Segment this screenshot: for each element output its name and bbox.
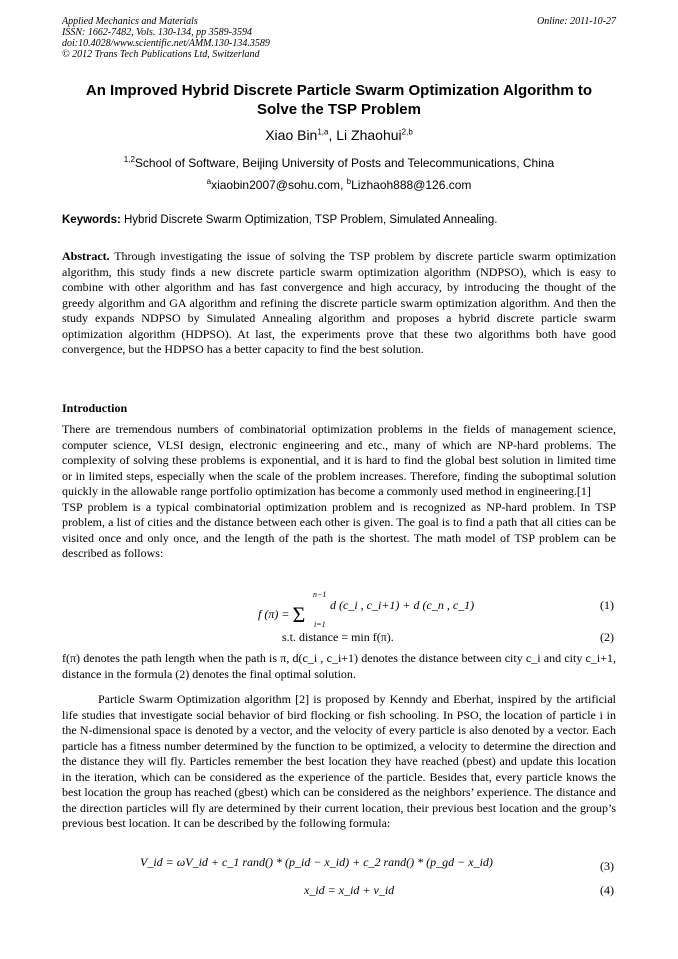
journal-name: Applied Mechanics and Materials — [62, 16, 198, 27]
abstract-text: Through investigating the issue of solving the TSP problem by discrete particle swarm optimization algorithm, this study finds a new discrete particle swarm optimization algorithm (NDPSO), which is easy to combine with other algorithm and has fast convergence and high accuracy, by introducing the thought of the greedy algorithm and GA algorithm and refining the discrete particle swarm optimization algorithm. And then the study expands NDPSO by Simulated Annealing algorithm and proposes a hybrid discrete particle swarm optimization algorithm (HDPSO). At last, the experiments prove that these two algorithms both have good convergence, but the HDPSO has a better capacity to find the best solution. — [62, 249, 616, 356]
eq-explain-text: f(π) denotes the path length when the path is π, d(c_i , c_i+1) denotes the distance between city c_i and city c_i+1, distance in the formula (2) denotes the final optimal solution. — [62, 651, 616, 681]
section-heading-introduction: Introduction — [62, 401, 128, 415]
eq2-text: s.t. distance = min f(π). — [282, 630, 394, 644]
equation-explanation — [62, 651, 616, 682]
keywords — [62, 214, 616, 226]
eq1-upper-limit: n−1 — [313, 590, 327, 599]
equation-1 — [0, 590, 678, 629]
intro-paragraph-2: TSP problem is a typical combinatorial optimization problem and is recognized as NP-hard problem. In TSP problem, a list of cities and the distance between each other is given. The goal is to find a path that all cities can be visited once and only once, and the length of the path is the shortest. The math model of TSP problem can be described as follows: — [62, 499, 616, 560]
intro-paragraph-1: There are tremendous numbers of combinatorial optimization problems in the fields of management science, computer science, VLSI design, electronic engineering and etc., many of which are NP-hard problems. The complexity of solving these problems is exponential, and it is hard to find the global best solution in limited time or in limited steps, especially when the scale of the problem increases. Therefore, finding the suboptimal solution quickly in the allowable range portfolio optimization has become a commonly used method in engineering.[1] — [62, 422, 616, 498]
abstract — [62, 249, 616, 358]
eq1-lhs: f (π) = — [258, 607, 293, 621]
author-sep: , — [328, 127, 337, 143]
eq4-text: x_id = x_id + v_id — [304, 883, 395, 897]
affiliation — [0, 156, 678, 170]
eq2-number: (2) — [600, 630, 614, 644]
email-b-sup: b — [346, 177, 352, 186]
email-a-sup: a — [206, 177, 212, 186]
keywords-text: Hybrid Discrete Swarm Optimization, TSP Problem, Simulated Annealing. — [120, 214, 498, 226]
email-a: xiaobin2007@sohu.com, — [211, 178, 347, 192]
equation-3 — [0, 855, 678, 873]
eq1-rhs: d (c_i , c_i+1) + d (c_n , c_1) — [330, 598, 475, 612]
equation-1-expr — [258, 598, 306, 627]
title-line-2: Solve the TSP Problem — [257, 101, 421, 118]
eq3-text: V_id = ωV_id + c_1 rand() * (p_id − x_id) + c_2 rand() * (p_gd − x_id) — [140, 855, 493, 869]
title-line-1: An Improved Hybrid Discrete Particle Swarm Optimization Algorithm to — [85, 82, 593, 99]
affiliation-sup: 1,2 — [123, 155, 135, 164]
issn: ISSN: 1662-7482, Vols. 130-134, pp 3589-3594 — [62, 27, 252, 38]
eq1-sigma: Σ — [292, 602, 306, 627]
keywords-label: Keywords: — [62, 214, 121, 226]
author-1: Xiao Bin — [265, 127, 318, 143]
affiliation-text: School of Software, Beijing University of Posts and Telecommunications, China — [134, 156, 555, 170]
journal-header — [62, 16, 270, 60]
introduction-body — [62, 422, 616, 562]
equation-2 — [0, 630, 678, 646]
pso-text: Particle Swarm Optimization algorithm [2] is proposed by Kenndy and Eberhat, inspired by the artificial life studies that investigate social behavior of bird flocking or fish schooling. In PSO, the location of particle i in the N-dimensional space is denoted by a vector, and the velocity of every particle is also denoted by a vector. Each particle has a fitness number determined by the function to be optimized, a velocity to determine the direction and the distance they will fly. Particles remember the best location they have reached (pbest) and update this location in the iteration, which can be considered as the experience of the particle. Besides that, every particle knows the best location the group has reached (gbest) which can be considered as the neighbors’ experience. The distance and the direction particles will fly are determined by their current location, their previous best location and the group’s previous best location. It can be described by the following formula: — [62, 692, 616, 830]
copyright: © 2012 Trans Tech Publications Ltd, Switzerland — [62, 49, 260, 60]
author-1-sup: 1,a — [317, 127, 329, 137]
emails — [0, 178, 678, 192]
author-2: Li Zhaohui — [336, 127, 402, 143]
authors — [0, 127, 678, 143]
eq4-number: (4) — [600, 883, 614, 897]
eq1-lower-limit: i=1 — [314, 620, 326, 629]
doi: doi:10.4028/www.scientific.net/AMM.130-134.3589 — [62, 38, 270, 49]
eq3-number: (3) — [600, 859, 614, 873]
email-b: Lizhaoh888@126.com — [351, 178, 472, 192]
pso-paragraph — [62, 692, 616, 832]
abstract-label: Abstract. — [62, 249, 110, 263]
online-date: Online: 2011-10-27 — [537, 16, 616, 27]
author-2-sup: 2,b — [401, 127, 413, 137]
eq1-number: (1) — [600, 598, 614, 612]
equation-4 — [0, 883, 678, 901]
paper-title — [40, 81, 638, 119]
